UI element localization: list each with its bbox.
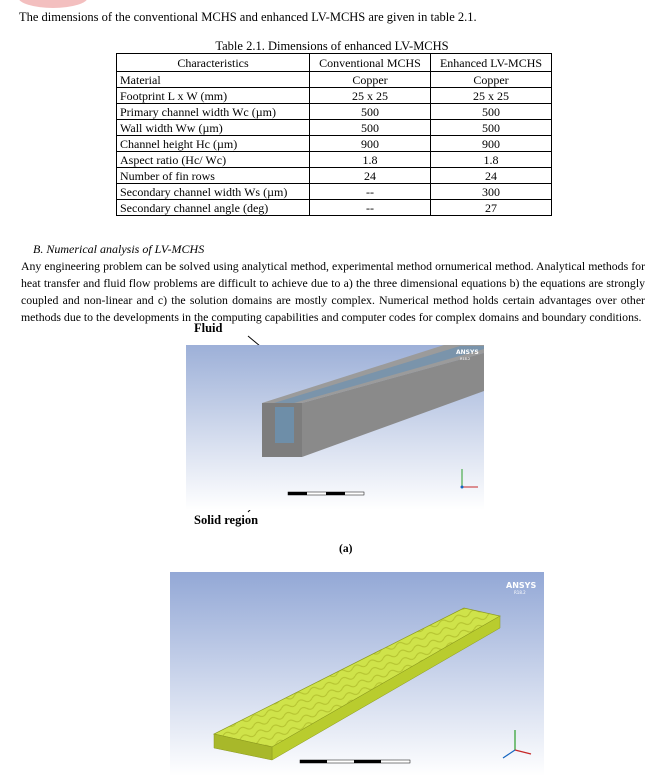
row-conventional-value: -- [310,184,431,200]
fluid-front-face [275,407,294,443]
ansys-version-b: R18.2 [514,590,526,595]
row-enhanced-value: 500 [431,104,552,120]
row-enhanced-value: 25 x 25 [431,88,552,104]
header-enhanced: Enhanced LV-MCHS [431,54,552,72]
row-characteristic: Primary channel width Wc (µm) [117,104,310,120]
fluid-label: Fluid [194,321,223,335]
section-heading: B. Numerical analysis of LV-MCHS [33,242,205,256]
solid-region-label: Solid region [194,513,259,527]
row-characteristic: Number of fin rows [117,168,310,184]
row-conventional-value: 1.8 [310,152,431,168]
row-characteristic: Aspect ratio (Hc/ Wc) [117,152,310,168]
body-paragraph: Any engineering problem can be solved using analytical method, experimental method ornumerical method. Analytical methods for heat transfer and fluid flow problems are difficult to achieve due to a) the three dimensional equations b) the equations are strongly coupled and non-linear and c) the solution domains are mostly complex. Numerical method holds certain advantages over other methods due to the developments in the computing capabilities and computer codes for complex domains and boundary conditions. [21,259,645,324]
row-conventional-value: -- [310,200,431,216]
row-enhanced-value: 300 [431,184,552,200]
row-characteristic: Footprint L x W (mm) [117,88,310,104]
row-characteristic: Secondary channel width Ws (µm) [117,184,310,200]
row-enhanced-value: Copper [431,72,552,88]
table-caption: Table 2.1. Dimensions of enhanced LV-MCHS [215,39,449,53]
header-conventional: Conventional MCHS [310,54,431,72]
row-conventional-value: 24 [310,168,431,184]
ansys-logo-b: ANSYS [506,581,537,590]
ansys-logo-a: ANSYS [456,349,479,356]
ansys-version-a: R18.2 [460,357,471,361]
figure-b-render [170,572,544,776]
row-characteristic: Channel height Hc (µm) [117,136,310,152]
figure-a-caption: (a) [339,543,353,555]
figure-a-render [186,345,484,510]
row-conventional-value: 500 [310,104,431,120]
row-conventional-value: 25 x 25 [310,88,431,104]
row-enhanced-value: 27 [431,200,552,216]
row-characteristic: Wall width Ww (µm) [117,120,310,136]
header-characteristics: Characteristics [117,54,310,72]
row-enhanced-value: 1.8 [431,152,552,168]
row-conventional-value: 500 [310,120,431,136]
row-enhanced-value: 500 [431,120,552,136]
row-enhanced-value: 24 [431,168,552,184]
row-enhanced-value: 900 [431,136,552,152]
row-conventional-value: 900 [310,136,431,152]
intro-sentence: The dimensions of the conventional MCHS and enhanced LV-MCHS are given in table 2.1. [19,10,477,24]
row-characteristic: Secondary channel angle (deg) [117,200,310,216]
row-characteristic: Material [117,72,310,88]
row-conventional-value: Copper [310,72,431,88]
